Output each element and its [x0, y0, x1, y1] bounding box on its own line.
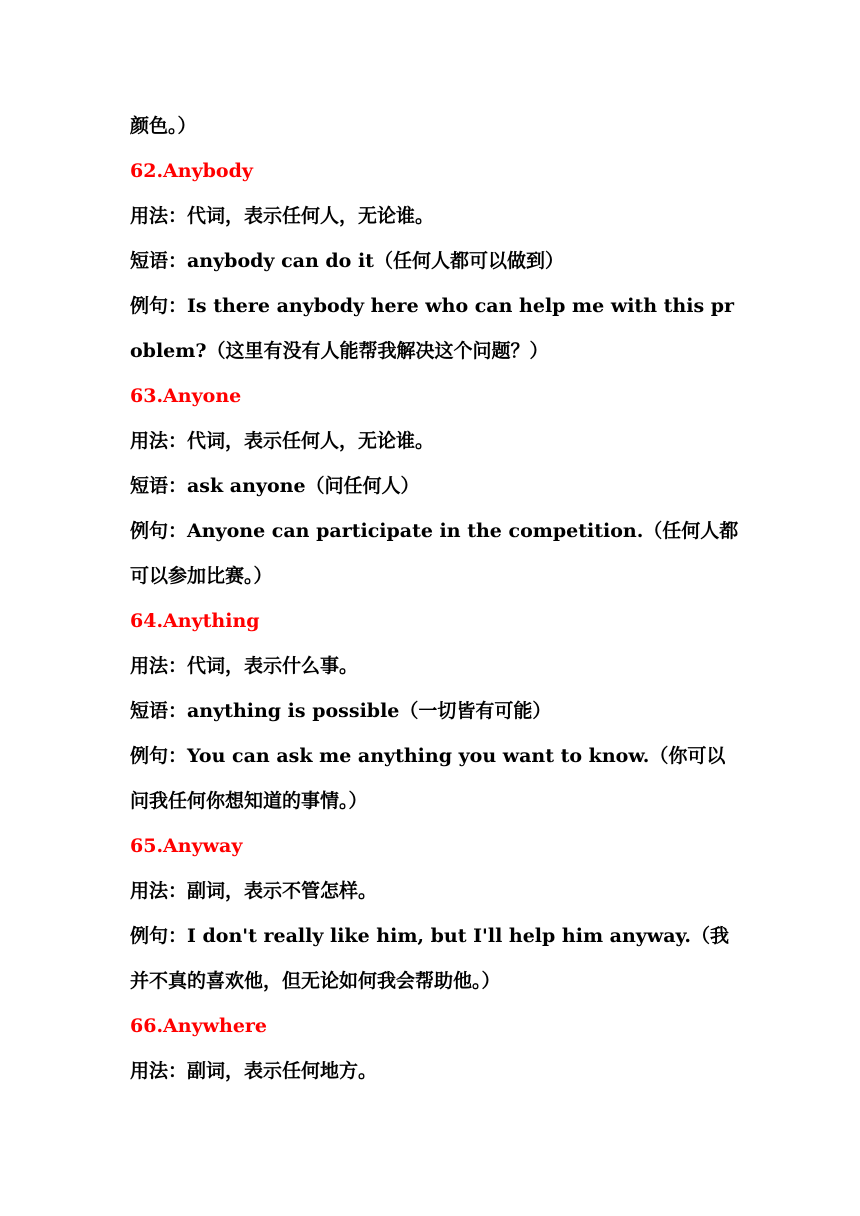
entry-example-63: 例句：Anyone can participate in the competition.（任何人都可以参加比赛。）	[130, 520, 739, 587]
document-content	[130, 104, 740, 1094]
entry-example-64: 例句：You can ask me anything you want to know.（你可以问我任何你想知道的事情。）	[130, 745, 726, 812]
entry-heading-66: 66.Anywhere	[130, 1015, 268, 1037]
entry-usage-65: 用法：副词，表示不管怎样。	[130, 880, 378, 902]
entry-phrase-64: 短语：anything is possible（一切皆有可能）	[130, 700, 552, 722]
entry-usage-62: 用法：代词，表示任何人，无论谁。	[130, 205, 435, 227]
entry-phrase-62: 短语：anybody can do it（任何人都可以做到）	[130, 250, 564, 272]
entry-example-65: 例句：I don't really like him, but I'll help him anyway.（我并不真的喜欢他，但无论如何我会帮助他。）	[130, 925, 729, 992]
entry-usage-66: 用法：副词，表示任何地方。	[130, 1060, 378, 1082]
entry-phrase-63: 短语：ask anyone（问任何人）	[130, 475, 420, 497]
continued-line: 颜色。）	[130, 115, 197, 137]
entry-heading-63: 63.Anyone	[130, 385, 242, 407]
entry-usage-64: 用法：代词，表示什么事。	[130, 655, 359, 677]
entry-heading-62: 62.Anybody	[130, 160, 253, 182]
entry-usage-63: 用法：代词，表示任何人，无论谁。	[130, 430, 435, 452]
entry-example-62: 例句：Is there anybody here who can help me with this problem?（这里有没有人能帮我解决这个问题？）	[130, 295, 735, 362]
entry-heading-64: 64.Anything	[130, 610, 260, 632]
entry-heading-65: 65.Anyway	[130, 835, 243, 857]
